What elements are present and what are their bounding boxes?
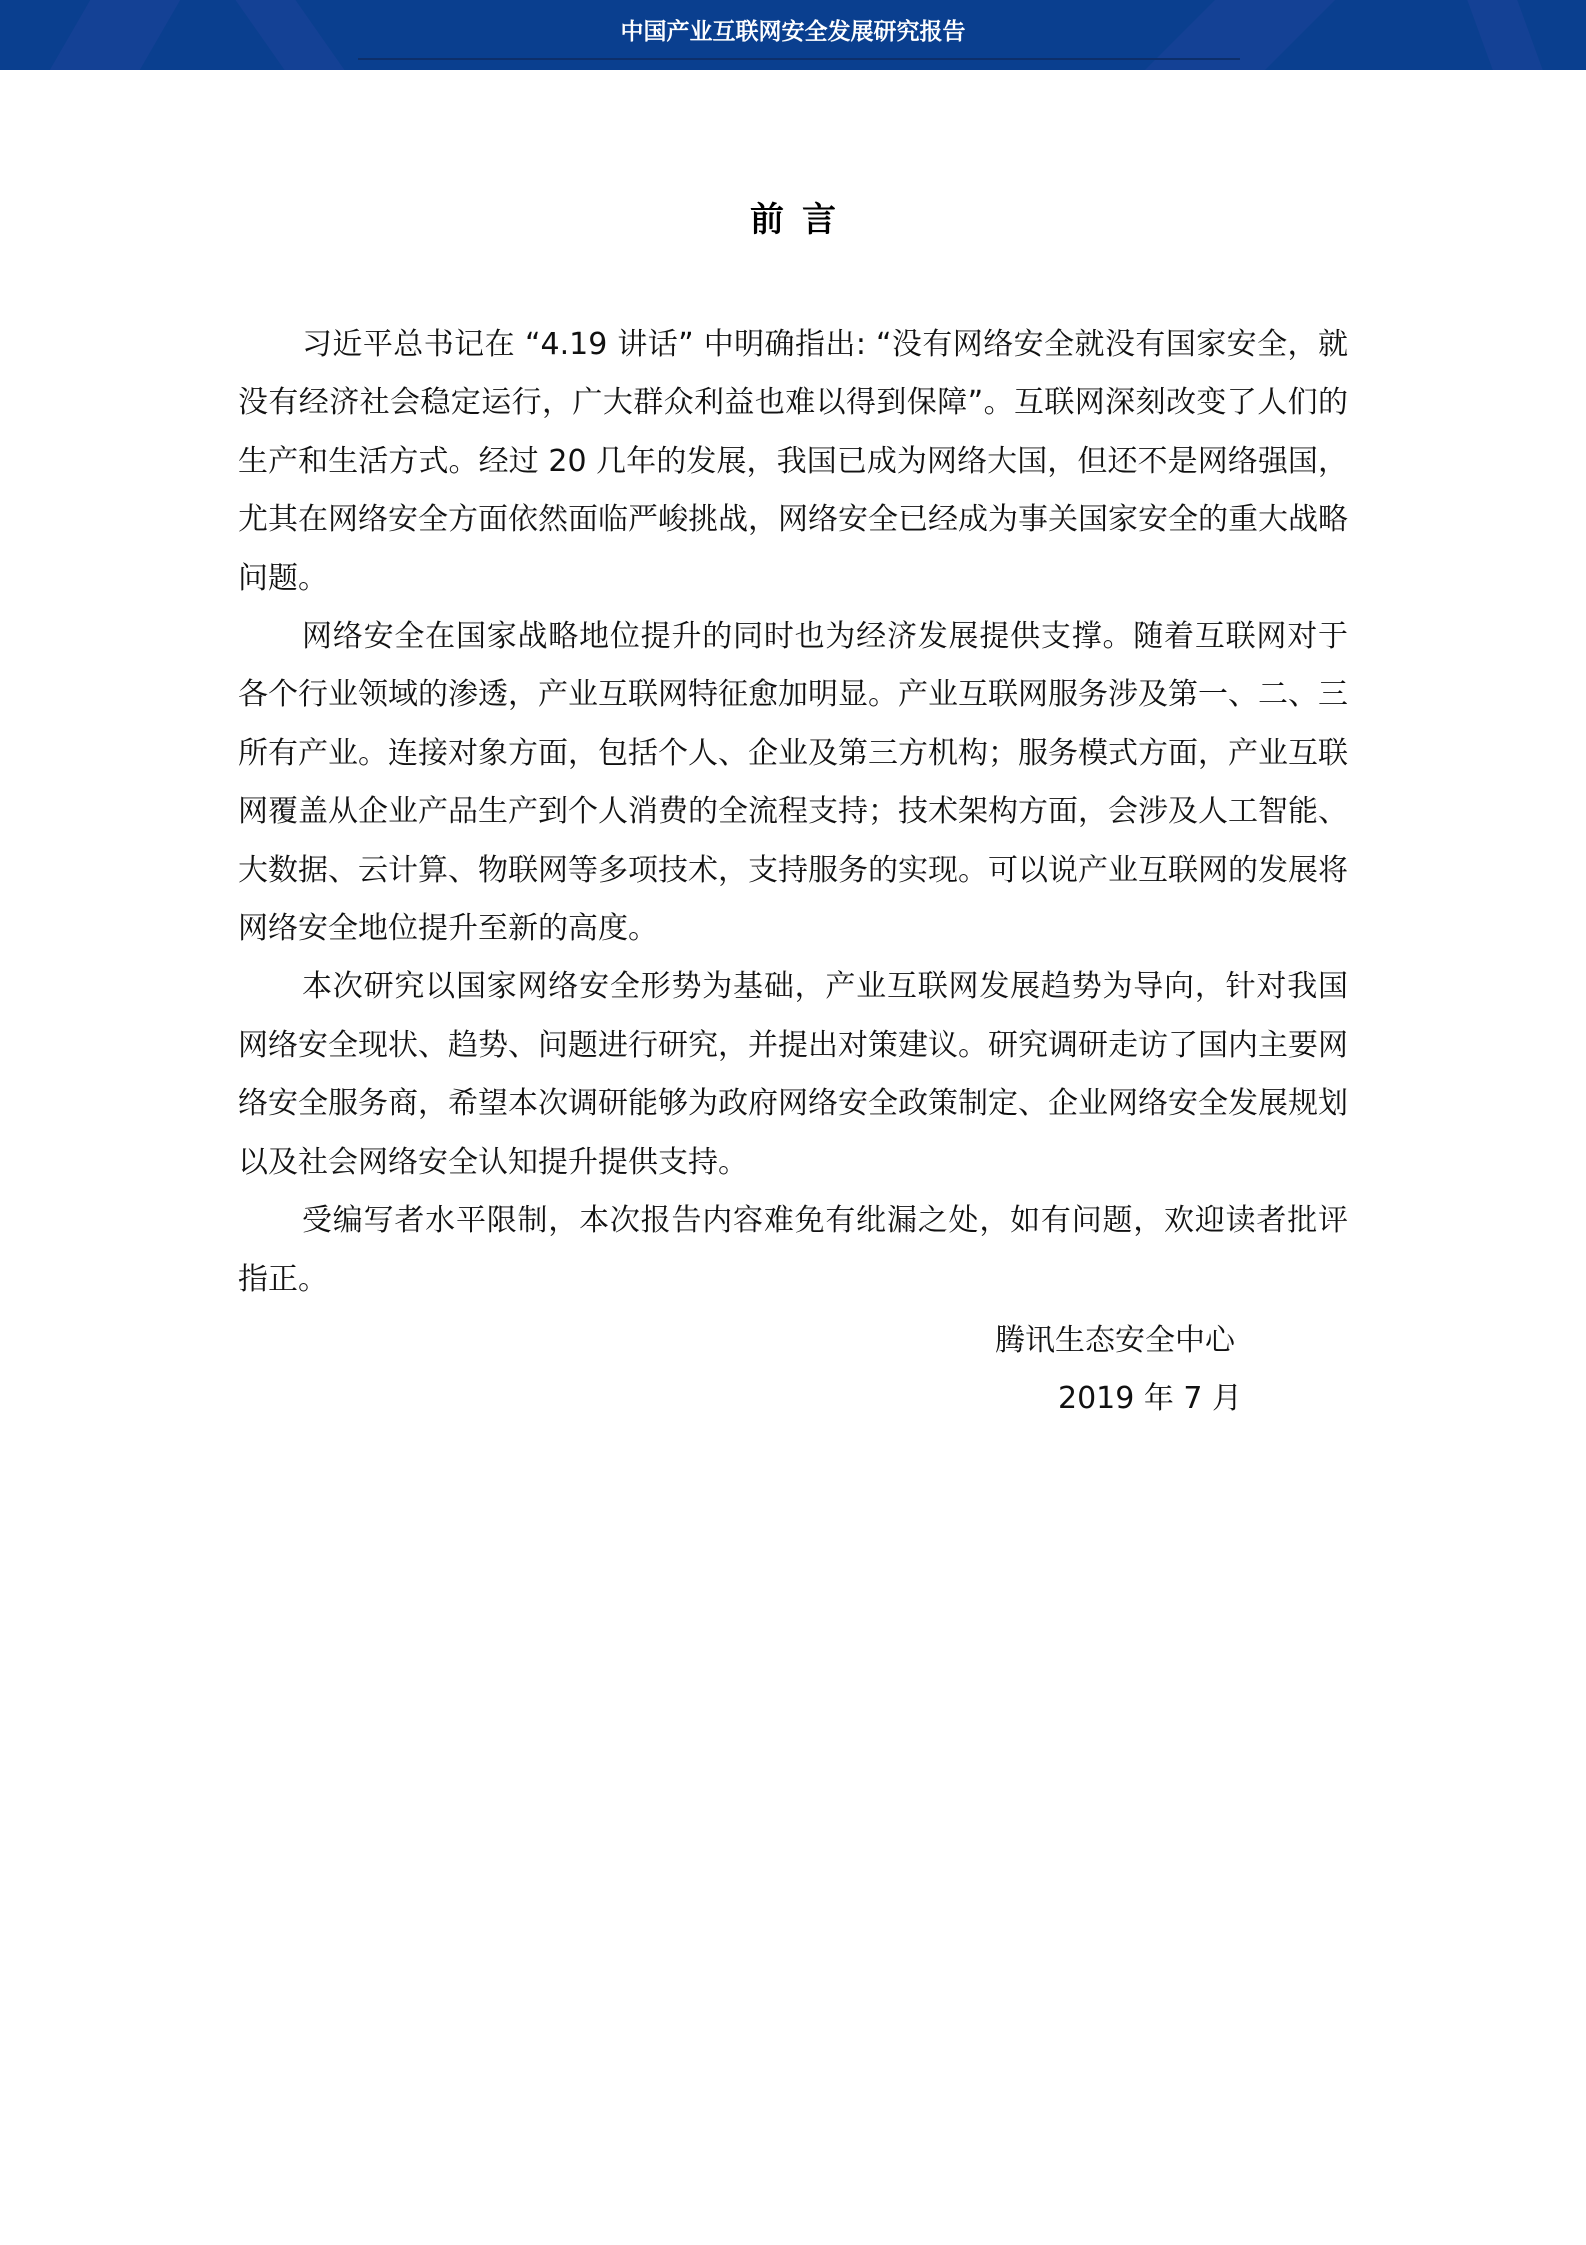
preface-paragraph: 网络安全在国家战略地位提升的同时也为经济发展提供支撑。随着互联网对于各个行业领域的渗透，产业互联网特征愈加明显。产业互联网服务涉及第一、二、三所有产业。连接对象方面，包括个人、企业及第三方机构；服务模式方面，产业互联网覆盖从企业产品生产到个人消费的全流程支持；技术架构方面，会涉及人工智能、大数据、云计算、物联网等多项技术，支持服务的实现。可以说产业互联网的发展将网络安全地位提升至新的高度。 [238, 619, 1348, 947]
signature-organization: 腾讯生态安全中心 [995, 1323, 1235, 1358]
header-divider [358, 58, 1240, 60]
report-title: 中国产业互联网安全发展研究报告 [620, 19, 966, 45]
preface-paragraph: 受编写者水平限制，本次报告内容难免有纰漏之处，如有问题，欢迎读者批评指正。 [238, 1203, 1348, 1297]
preface-paragraph: 习近平总书记在 “4.19 讲话” 中明确指出: “没有网络安全就没有国家安全，就没有经济社会稳定运行，广大群众利益也难以得到保障”。互联网深刻改变了人们的生产和生活方式。经过 20 几年的发展，我国已成为网络大国，但还不是网络强国，尤其在网络安全方面依然面临严峻挑战，网络安全已经成为事关国家安全的重大战略问题。 [238, 327, 1348, 596]
preface-body [238, 316, 1348, 1309]
preface-paragraph: 本次研究以国家网络安全形势为基础，产业互联网发展趋势为导向，针对我国网络安全现状、趋势、问题进行研究，并提出对策建议。研究调研走访了国内主要网络安全服务商，希望本次调研能够为政府网络安全政策制定、企业网络安全发展规划以及社会网络安全认知提升提供支持。 [238, 969, 1348, 1180]
report-header-banner [0, 0, 1586, 70]
page-title: 前言 [750, 200, 854, 240]
signature-date: 2019 年 7 月 [1058, 1381, 1243, 1416]
